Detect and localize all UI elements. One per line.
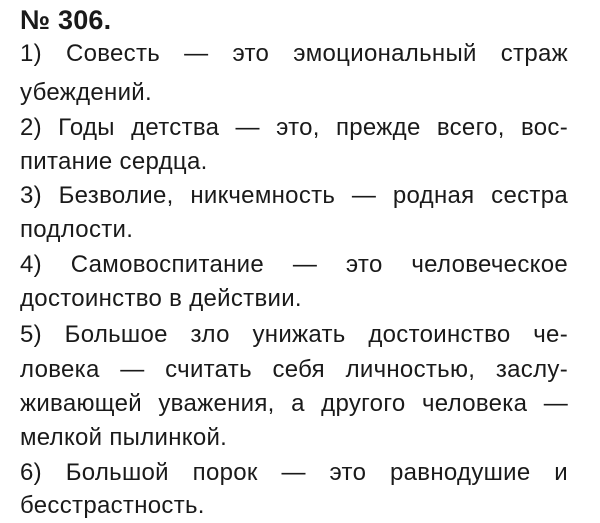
text-line: 3) Безволие, никчемность — родная сестра [20,182,568,209]
text-line: бесстрастность. [20,492,205,519]
text-line: убеждений. [20,79,152,106]
text-line: питание сердца. [20,148,208,175]
text-line: подлости. [20,216,134,243]
text-line: ловека — считать себя личностью, заслу- [20,356,568,383]
text-line: 5) Большое зло унижать достоинство че- [20,321,568,348]
text-line: 4) Самовоспитание — это человеческое [20,251,568,278]
text-line: 1) Совесть — это эмоциональный страж [20,40,568,67]
exercise-number: № 306. [20,5,112,35]
text-line: мелкой пылинкой. [20,424,228,451]
text-line: 2) Годы детства — это, прежде всего, вос- [20,114,568,141]
text-line: достоинство в действии. [20,285,302,312]
text-line: 6) Большой порок — это равнодушие и [20,459,568,486]
text-line: живающей уважения, а другого человека — [20,390,568,417]
